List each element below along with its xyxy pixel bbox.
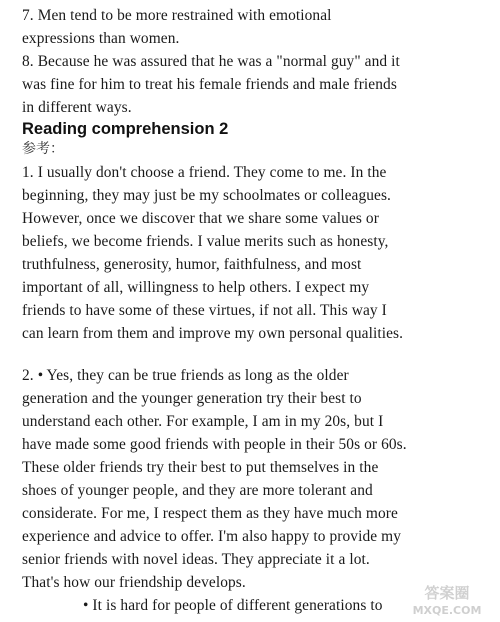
- answer-2-line-4: have made some good friends with people in their 50s or 60s.: [22, 436, 407, 453]
- answer-2-line-9: senior friends with novel ideas. They appreciate it a lot.: [22, 551, 370, 568]
- answer-2-line-1: 2. • Yes, they can be true friends as long as the older: [22, 367, 349, 384]
- answer-1-line-8: can learn from them and improve my own personal qualities.: [22, 325, 404, 342]
- answer-2-line-6: shoes of younger people, and they are more tolerant and: [22, 482, 373, 499]
- answer-1-line-4: beliefs, we become friends. I value merits such as honesty,: [22, 233, 389, 250]
- watermark-text-bottom: MXQE.COM: [412, 604, 482, 617]
- reference-label: 参考：: [22, 142, 64, 157]
- answer-8-line-1: 8. Because he was assured that he was a "normal guy" and it: [22, 53, 400, 70]
- watermark-text-top: 答案圈: [424, 584, 470, 602]
- answer-2-line-7: considerate. For me, I respect them as they have much more: [22, 505, 398, 522]
- answer-7-line-1: 7. Men tend to be more restrained with emotional: [22, 7, 332, 24]
- answer-1-line-3: However, once we discover that we share some values or: [22, 210, 379, 227]
- answer-2-line-3: understand each other. For example, I am in my 20s, but I: [22, 413, 384, 430]
- answer-2-line-8: experience and advice to offer. I'm also happy to provide my: [22, 528, 402, 545]
- answer-1-line-1: 1. I usually don't choose a friend. They come to me. In the: [22, 164, 387, 181]
- answer-2-line-11: • It is hard for people of different generations to: [83, 597, 383, 614]
- answer-1-line-7: friends to have some of these virtues, if not all. This way I: [22, 302, 387, 319]
- section-heading: Reading comprehension 2: [22, 120, 229, 138]
- answer-2-line-10: That's how our friendship develops.: [22, 574, 246, 591]
- answer-1-line-5: truthfulness, generosity, humor, faithfulness, and most: [22, 256, 362, 273]
- watermark-logo: [398, 582, 496, 618]
- answer-2-line-5: These older friends try their best to put themselves in the: [22, 459, 379, 476]
- answer-7-line-2: expressions than women.: [22, 30, 180, 47]
- answer-1-line-2: beginning, they may just be my schoolmates or colleagues.: [22, 187, 392, 204]
- answer-1-line-6: important of all, willingness to help others. I expect my: [22, 279, 370, 296]
- answer-2-line-2: generation and the younger generation try their best to: [22, 390, 362, 407]
- answer-8-line-2: was fine for him to treat his female friends and male friends: [22, 76, 397, 93]
- answer-8-line-3: in different ways.: [22, 99, 132, 116]
